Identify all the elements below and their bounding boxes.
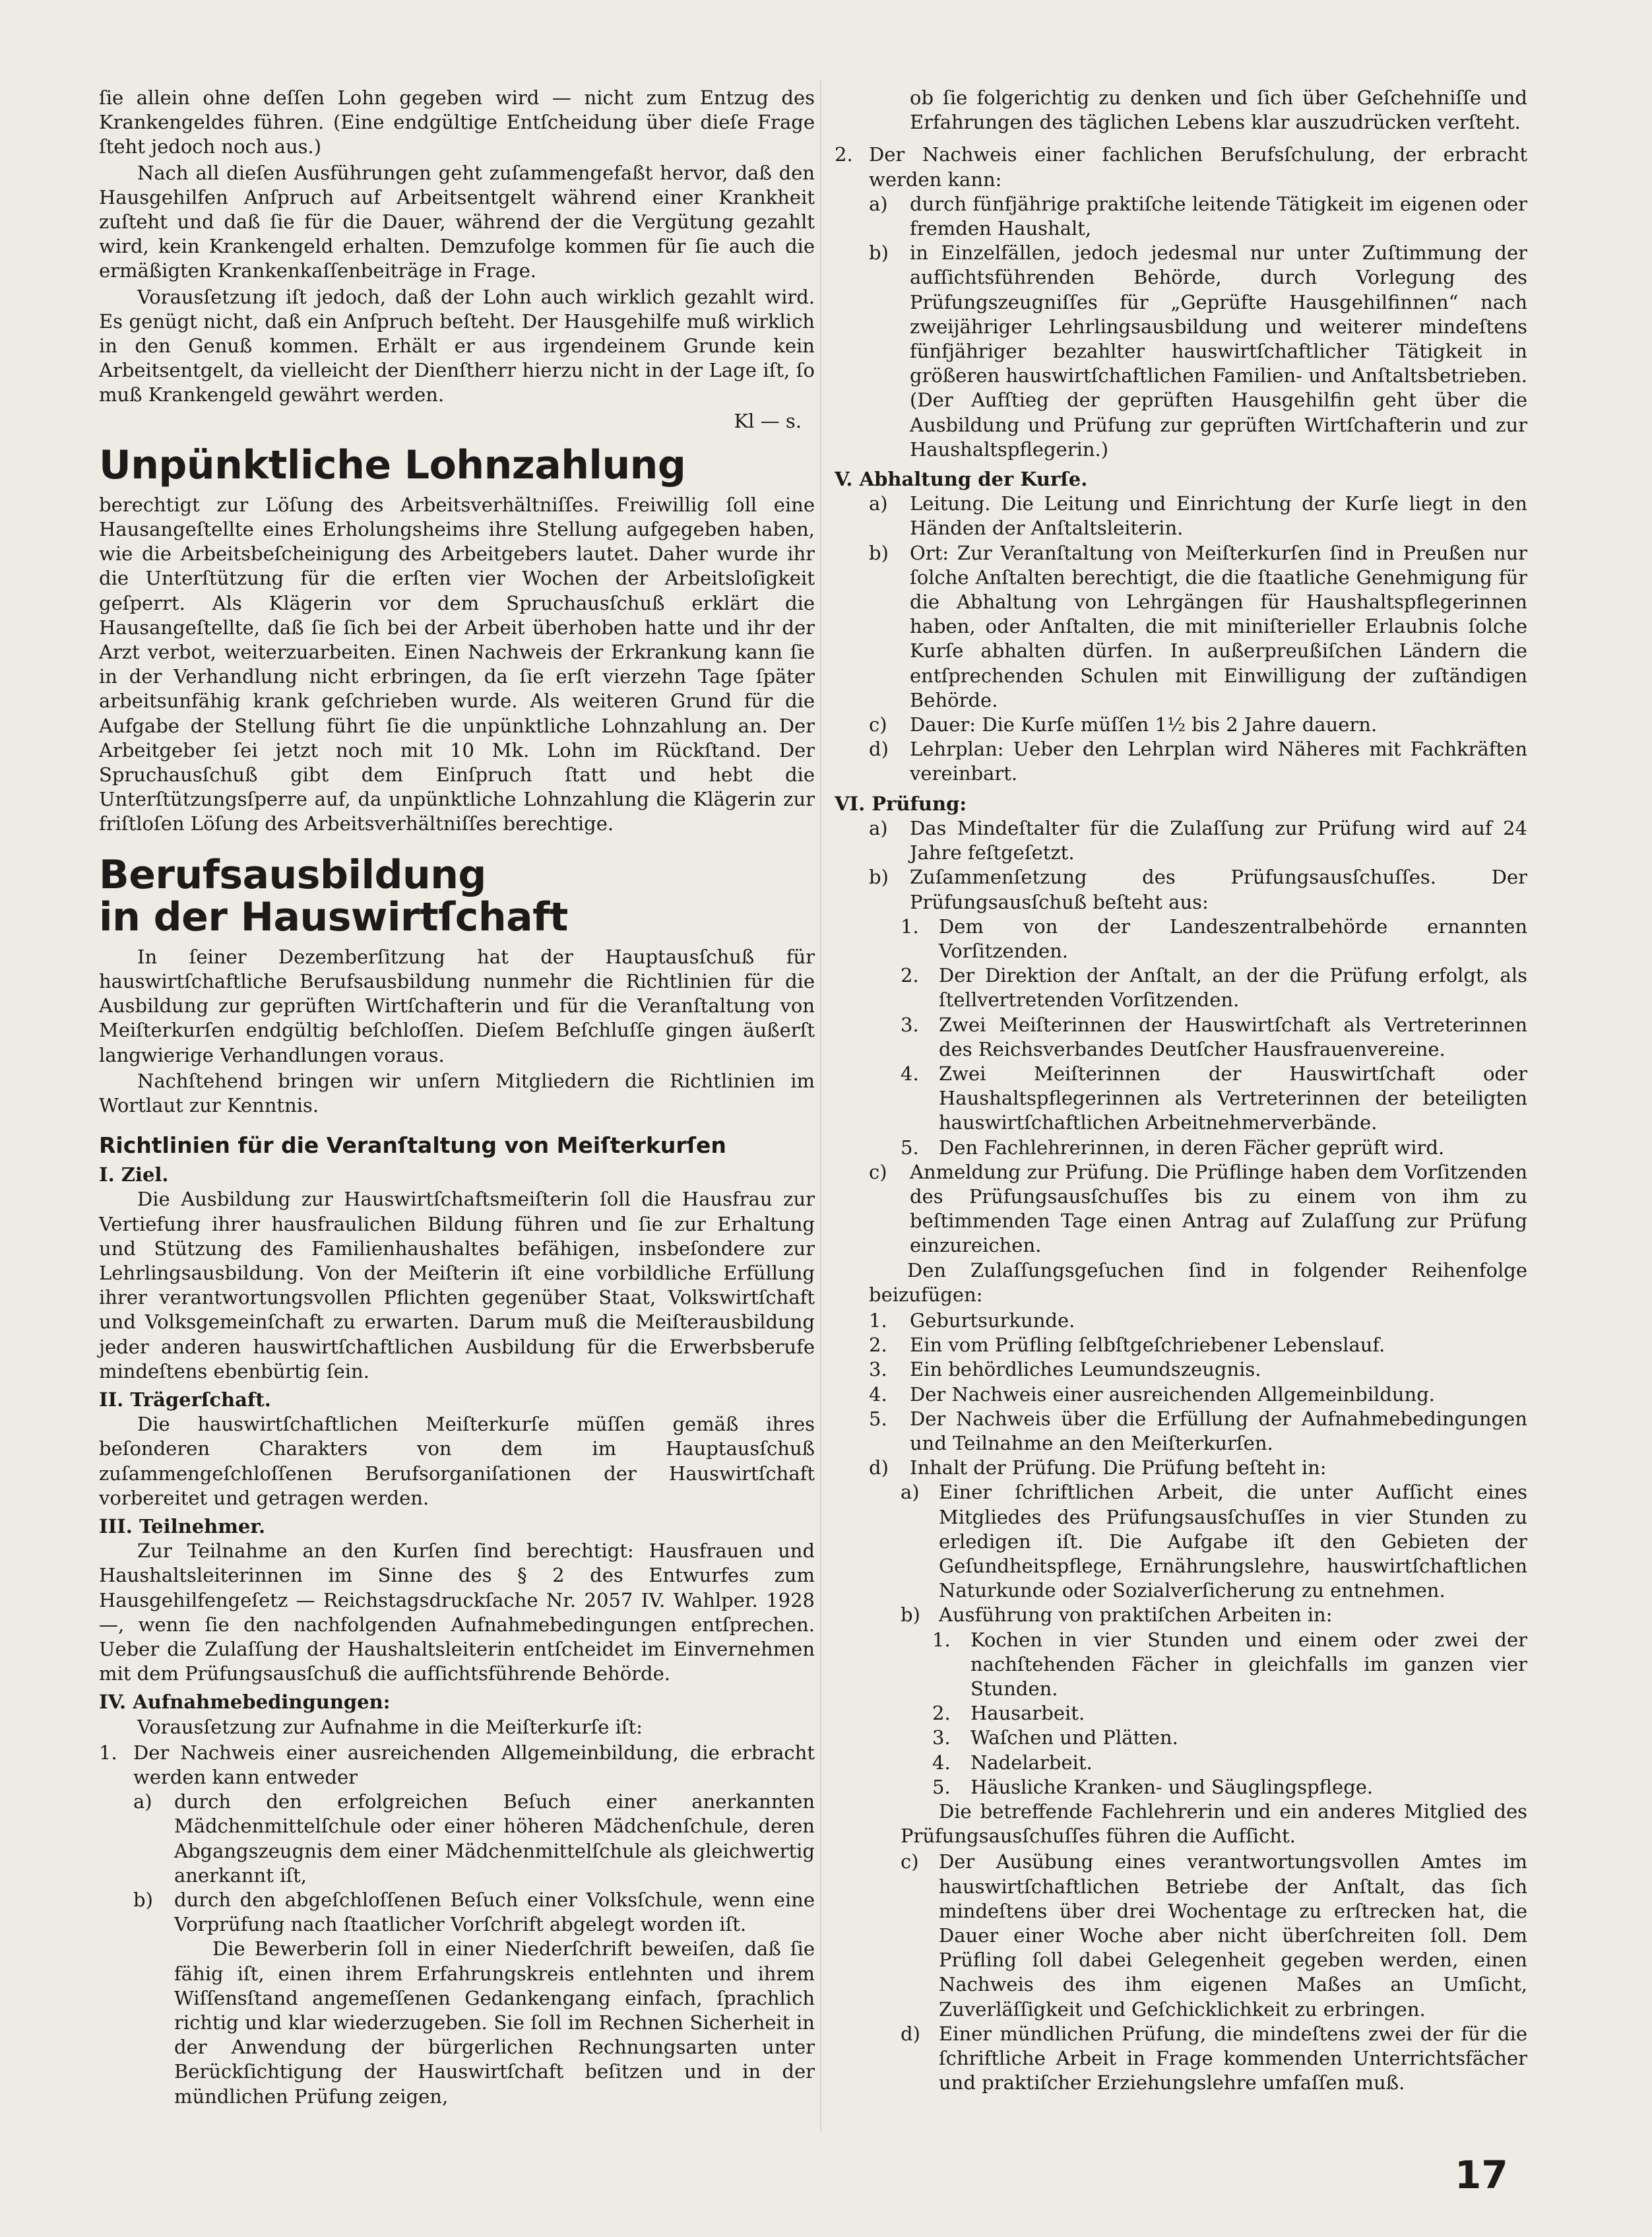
list-item [99,1741,815,1790]
section-label: I. Ziel. [99,1163,169,1186]
list-marker: 4. [932,1751,951,1774]
list-marker: c) [869,1160,887,1183]
paragraph: Die Bewerberin ſoll in einer Niederſchrift beweiſen, daß ſie fähig iſt, einen ihrem Erfahrungskreis entlehnten und ihrem Wiſſensſtand angemeſſenen Gedankengang einfach, ſprachlich richtig und klar wiederzugeben. Sie ſoll im Rechnen Sicherheit in der Anwendung der bürgerlichen Rechnungsarten unter Berückſichtigung der Hauswirtſchaft beſitzen und in der mündlichen Prüfung zeigen, [174,1937,815,2108]
list-item [869,241,1527,462]
section-label: III. Teilnehmer. [99,1514,266,1538]
list-text: Der Nachweis einer fachlichen Berufsſchulung, der erbracht werden kann: [869,143,1527,191]
list-item [869,1160,1527,1258]
list-marker: 2. [869,1334,887,1357]
paragraph: Nach all dieſen Ausführungen geht zuſammengefaßt hervor, daß den Hausgehilfen Anſpruch auf Arbeitsentgelt während einer Krankheit zuſteht und daß ſie für die Dauer, während der die Vergütung gezahlt wird, kein Krankengeld erhalten. Demzufolge kommen für ſie auch die ermäßigten Krankenkaſſenbeiträge in Frage. [99,161,815,282]
list-text: Inhalt der Prüfung. Die Prüfung beſteht in: [910,1456,1327,1479]
paragraph: In ſeiner Dezemberſitzung hat der Hauptausſchuß für hauswirtſchaftliche Berufsausbildung nunmehr die Richtlinien für die Ausbildung zur geprüften Wirtſchafterin und für die Veranſtaltung von Meiſterkurſen endgültig beſchloſſen. Dieſem Beſchluſſe gingen äußerſt langwierige Verhandlungen voraus. [99,945,815,1066]
list-item [901,1603,1527,1627]
article-heading-line1: Berufsausbildung [99,851,486,898]
list-item [932,1628,1527,1702]
list-item [901,1013,1527,1062]
author-signature: Kl — s. [734,409,802,432]
list-item [133,1790,815,1888]
list-item [835,143,1527,191]
list-text: Zwei Meiſterinnen der Hauswirtſchaft als Vertreterinnen des Reichsverbandes Deutſcher Hausfrauenvereine. [939,1013,1527,1060]
list-marker: d) [869,1456,889,1479]
paragraph: Die betreffende Fachlehrerin und ein anderes Mitglied des Prüfungsausſchuſſes führen die Aufſicht. [901,1800,1527,1848]
list-text: Der Nachweis über die Erfüllung der Aufnahmebedingungen und Teilnahme an den Meiſterkurſen. [910,1407,1527,1454]
list-text: Häusliche Kranken- und Säuglingspflege. [970,1775,1374,1798]
list-text: in Einzelfällen, jedoch jedesmal nur unter Zuſtimmung der aufſichtsführenden Behörde, durch Vorlegung des Prüfungszeugniſſes für „Geprüfte Hausgehilfinnen“ nach zweijähriger Lehrlingsausbildung und weiterer mindeſtens fünfjähriger bezahlter hauswirtſchaftlicher Tätigkeit in größeren hauswirtſchaftlichen Familien- und Anſtaltsbetrieben. (Der Aufſtieg der geprüften Hausgehilfin geht über die Ausbildung und Prüfung zur geprüften Wirtſchafterin und zur Haushaltspflegerin.) [910,242,1527,461]
list-text: durch fünfjährige praktiſche leitende Tätigkeit im eigenen oder fremden Haushalt, [910,192,1527,240]
section-label: VI. Prüfung: [835,792,967,815]
list-item [133,1888,815,1937]
list-marker: 1. [869,1309,887,1332]
list-item [869,816,1527,865]
list-item [901,1850,1527,2021]
list-item [901,1136,1527,1160]
list-text: Anmeldung zur Prüfung. Die Prüflinge haben dem Vorſitzenden des Prüfungsausſchuſſes bis zu einem von ihm zu beſtimmenden Tage einen Antrag auf Zulaſſung zur Prüfung einzureichen. [910,1160,1527,1257]
list-text: Lehrplan: Ueber den Lehrplan wird Näheres mit Fachkräften vereinbart. [910,738,1527,785]
list-text: Ausführung von praktiſchen Arbeiten in: [939,1604,1333,1627]
list-marker: 3. [901,1013,919,1036]
list-text: Der Direktion der Anſtalt, an der die Prüfung erfolgt, als ſtellvertretenden Vorſitzenden. [939,964,1527,1012]
list-text: Der Nachweis einer ausreichenden Allgemeinbildung, die erbracht werden kann entweder [133,1741,815,1788]
list-text: Dauer: Die Kurſe müſſen 1½ bis 2 Jahre dauern. [910,713,1378,736]
list-item [901,963,1527,1012]
list-text: Nadelarbeit. [970,1751,1093,1774]
list-item [932,1751,1527,1775]
list-text: Zwei Meiſterinnen der Hauswirtſchaft oder Haushaltspflegerinnen als Vertreterinnen der beteiligten hauswirtſchaftlichen Arbeitnehmerverbände. [939,1062,1527,1134]
list-marker: d) [869,738,889,761]
list-marker: a) [869,492,888,515]
left-column [99,86,815,2110]
list-item [869,865,1527,914]
list-marker: 1. [932,1628,951,1651]
list-text: Geburtsurkunde. [910,1309,1075,1332]
list-item [901,1062,1527,1136]
list-text: Dem von der Landeszentralbehörde ernannten Vorſitzenden. [939,915,1527,962]
paragraph: Vorausſetzung iſt jedoch, daß der Lohn auch wirklich gezahlt wird. Es genügt nicht, daß ein Anſpruch beſteht. Der Hausgehilfe muß wirklich in den Genuß kommen. Erhält er aus irgendeinem Grunde kein Arbeitsentgelt, da vielleicht der Dienſtherr hierzu nicht in der Lage iſt, ſo muß Krankengeld gewährt werden. [99,285,815,406]
list-item [869,1333,1527,1357]
list-text: Kochen in vier Stunden und einem oder zwei der nachſtehenden Fächer in gleichfalls im ganzen vier Stunden. [970,1628,1527,1700]
list-marker: b) [901,1604,920,1627]
list-marker: 4. [901,1062,919,1085]
section-label: IV. Aufnahmebedingungen: [99,1691,391,1714]
list-marker: 2. [932,1702,951,1725]
list-marker: a) [133,1790,152,1813]
list-item [901,915,1527,963]
list-text: durch den abgeſchloſſenen Beſuch einer Volksſchule, wenn eine Vorprüfung nach ſtaatlicher Vorſchrift abgelegt worden iſt. [174,1889,815,1936]
paragraph: berechtigt zur Löſung des Arbeitsverhältniſſes. Freiwillig ſoll eine Hausangeſtellte eines Erholungsheims ihre Stellung aufgegeben haben, wie die Arbeitsbeſcheinigung des Arbeitgebers lautet. Daher wurde ihr die Unterſtützung für die erſten vier Wochen der Arbeitsloſigkeit geſperrt. Als Klägerin vor dem Spruchausſchuß erklärt die Hausangeſtellte, daß ſie ſich bei der Arbeit überhoben hatte und ihr der Arzt verbot, weiterzuarbeiten. Einen Nachweis der Erkrankung kann ſie in der Verhandlung nicht erbringen, da ſie erſt vierzehn Tage ſpäter arbeitsunfähig krank geſchrieben wurde. Als weiteren Grund für die Aufgabe der Stellung führt ſie die unpünktliche Lohnzahlung an. Der Arbeitgeber ſei jetzt noch mit 10 Mk. Lohn im Rückſtand. Der Spruchausſchuß gibt dem Einſpruch ſtatt und hebt die Unterſtützungsſperre auf, da unpünktliche Lohnzahlung die Klägerin zur friſtloſen Löſung des Arbeitsverhältniſſes berechtige. [99,493,815,835]
list-marker: 5. [901,1136,919,1159]
list-item [932,1726,1527,1750]
list-marker: 2. [901,964,919,987]
list-item [932,1701,1527,1726]
right-column [835,86,1527,2095]
list-marker: b) [869,866,889,889]
list-text: Einer ſchriftlichen Arbeit, die unter Aufſicht eines Mitgliedes des Prüfungsausſchuſſes in vier Stunden zu erledigen iſt. Die Aufgabe iſt den Gebieten der Geſundheitspflege, Ernährungslehre, hauswirtſchaftlichen Naturkunde oder Sozialverſicherung zu entnehmen. [939,1481,1527,1602]
paragraph: Die Ausbildung zur Hauswirtſchaftsmeiſterin ſoll die Hausfrau zur Vertiefung ihrer hausfraulichen Bildung führen und ſie zur Erhaltung und Stützung des Familienhaushaltes befähigen, insbeſondere zur Lehrlingsausbildung. Von der Meiſterin iſt eine vorbildliche Erfüllung ihrer verantwortungsvollen Pflichten gegenüber Staat, Volkswirtſchaft und Volksgemeinſchaft zu erwarten. Darum muß die Meiſterausbildung jeder anderen hauswirtſchaftlichen Ausbildung für die Erwerbsberufe mindeſtens ebenbürtig ſein. [99,1188,815,1382]
list-text: Einer mündlichen Prüfung, die mindeſtens zwei der für die ſchriftliche Arbeit in Frage kommenden Unterrichtsfächer und praktiſcher Erziehungslehre umfaſſen muß. [939,2022,1527,2094]
list-item [932,1775,1527,1799]
list-marker: b) [133,1889,153,1911]
section-label: II. Trägerſchaft. [99,1388,271,1411]
list-marker: 3. [932,1726,951,1749]
list-marker: a) [901,1481,920,1504]
section-label: V. Abhaltung der Kurſe. [835,468,1088,491]
list-item [869,1309,1527,1333]
list-item [869,492,1527,540]
list-item [901,1480,1527,1603]
list-text: Das Mindeſtalter für die Zulaſſung zur Prüfung wird auf 24 Jahre feſtgeſetzt. [910,816,1527,864]
list-item [869,1407,1527,1456]
article-heading: Unpünktliche Lohnzahlung [99,441,686,488]
section-subheading: Richtlinien für die Veranſtaltung von Meiſterkurſen [99,1132,726,1159]
page-number: 17 [1455,2153,1508,2197]
list-item [869,1382,1527,1407]
list-marker: 1. [99,1741,117,1764]
list-text: Ort: Zur Veranſtaltung von Meiſterkurſen ſind in Preußen nur ſolche Anſtalten berechtigt, die die ſtaatliche Genehmigung für die Abhaltung von Lehrgängen für Haushaltspflegerinnen haben, oder Anſtalten, die mit miniſterieller Erlaubnis ſolche Kurſe abhalten dürfen. In außerpreußiſchen Ländern die entſprechenden Schulen mit Einwilligung der zuſtändigen Behörde. [910,541,1527,711]
list-item [869,713,1527,737]
list-text: Den Fachlehrerinnen, in deren Fächer geprüft wird. [939,1136,1445,1159]
list-text: Leitung. Die Leitung und Einrichtung der Kurſe liegt in den Händen der Anſtaltsleiterin. [910,492,1527,540]
list-text: Der Nachweis einer ausreichenden Allgemeinbildung. [910,1382,1435,1406]
list-text: Hausarbeit. [970,1702,1085,1725]
list-marker: 2. [835,143,853,166]
list-marker: 1. [901,915,919,938]
list-item [869,541,1527,713]
list-marker: 5. [932,1775,951,1798]
paragraph: ſie allein ohne deſſen Lohn gegeben wird — nicht zum Entzug des Krankengeldes führen. (Eine endgültige Entſcheidung über dieſe Frage ſteht jedoch noch aus.) [99,86,815,158]
list-item [869,192,1527,241]
list-marker: a) [869,192,888,215]
list-marker: c) [869,713,887,736]
list-item [869,737,1527,786]
list-marker: 4. [869,1382,887,1406]
list-text: Ein behördliches Leumundszeugnis. [910,1358,1261,1381]
list-item [869,1456,1527,1480]
paragraph: Vorausſetzung zur Aufnahme in die Meiſterkurſe iſt: [137,1715,643,1738]
list-marker: d) [901,2022,920,2045]
paragraph: ob ſie folgerichtig zu denken und ſich über Geſchehniſſe und Erfahrungen des täglichen Lebens klar auszudrücken verſteht. [910,86,1527,134]
list-marker: b) [869,541,889,564]
list-marker: 5. [869,1407,887,1430]
list-text: durch den erfolgreichen Beſuch einer anerkannten Mädchenmittelſchule oder einer höheren Mädchenſchule, deren Abgangszeugnis dem einer Mädchenmittelſchule als gleichwertig anerkannt iſt, [174,1790,815,1887]
list-marker: 3. [869,1358,887,1381]
list-text: Ein vom Prüfling ſelbſtgeſchriebener Lebenslauf. [910,1334,1385,1357]
list-text: Zuſammenſetzung des Prüfungsausſchuſſes. Der Prüfungsausſchuß beſteht aus: [910,866,1527,913]
list-marker: a) [869,816,888,839]
list-text: Der Ausübung eines verantwortungsvollen Amtes im hauswirtſchaftlichen Betriebe der Anſtalt, das ſich mindeſtens über drei Wochentage zu erſtrecken hat, die Dauer einer Woche aber nicht überſchreiten ſoll. Dem Prüfling ſoll dabei Gelegenheit gegeben werden, einen Nachweis des ihm eigenen Maßes an Umſicht, Zuverläſſigkeit und Geſchicklichkeit zu erbringen. [939,1850,1527,2021]
list-item [901,2022,1527,2096]
list-text: Waſchen und Plätten. [970,1726,1178,1749]
article-heading-line2: in der Hauswirtſchaft [99,893,568,940]
column-divider [820,79,821,2131]
list-marker: b) [869,242,889,265]
paragraph: Den Zulaſſungsgeſuchen ſind in folgender Reihenfolge beizufügen: [869,1258,1527,1306]
paragraph: Die hauswirtſchaftlichen Meiſterkurſe müſſen gemäß ihres beſonderen Charakters von dem im Hauptausſchuß zuſammengeſchloſſenen Berufsorganiſationen der Hauswirtſchaft vorbereitet und getragen werden. [99,1413,815,1509]
list-marker: c) [901,1850,919,1873]
paragraph: Nachſtehend bringen wir unſern Mitgliedern die Richtlinien im Wortlaut zur Kenntnis. [99,1069,815,1117]
list-item [869,1357,1527,1382]
paragraph: Zur Teilnahme an den Kurſen ſind berechtigt: Hausfrauen und Haushaltsleiterinnen im Sinne des § 2 des Entwurfes zum Hausgehilfengeſetz — Reichstagsdruckſache Nr. 2057 IV. Wahlper. 1928 —, wenn ſie den nachfolgenden Aufnahmebedingungen entſprechen. Ueber die Zulaſſung der Haushaltsleiterin entſcheidet im Einvernehmen mit dem Prüfungsausſchuß die aufſichtsführende Behörde. [99,1540,815,1685]
